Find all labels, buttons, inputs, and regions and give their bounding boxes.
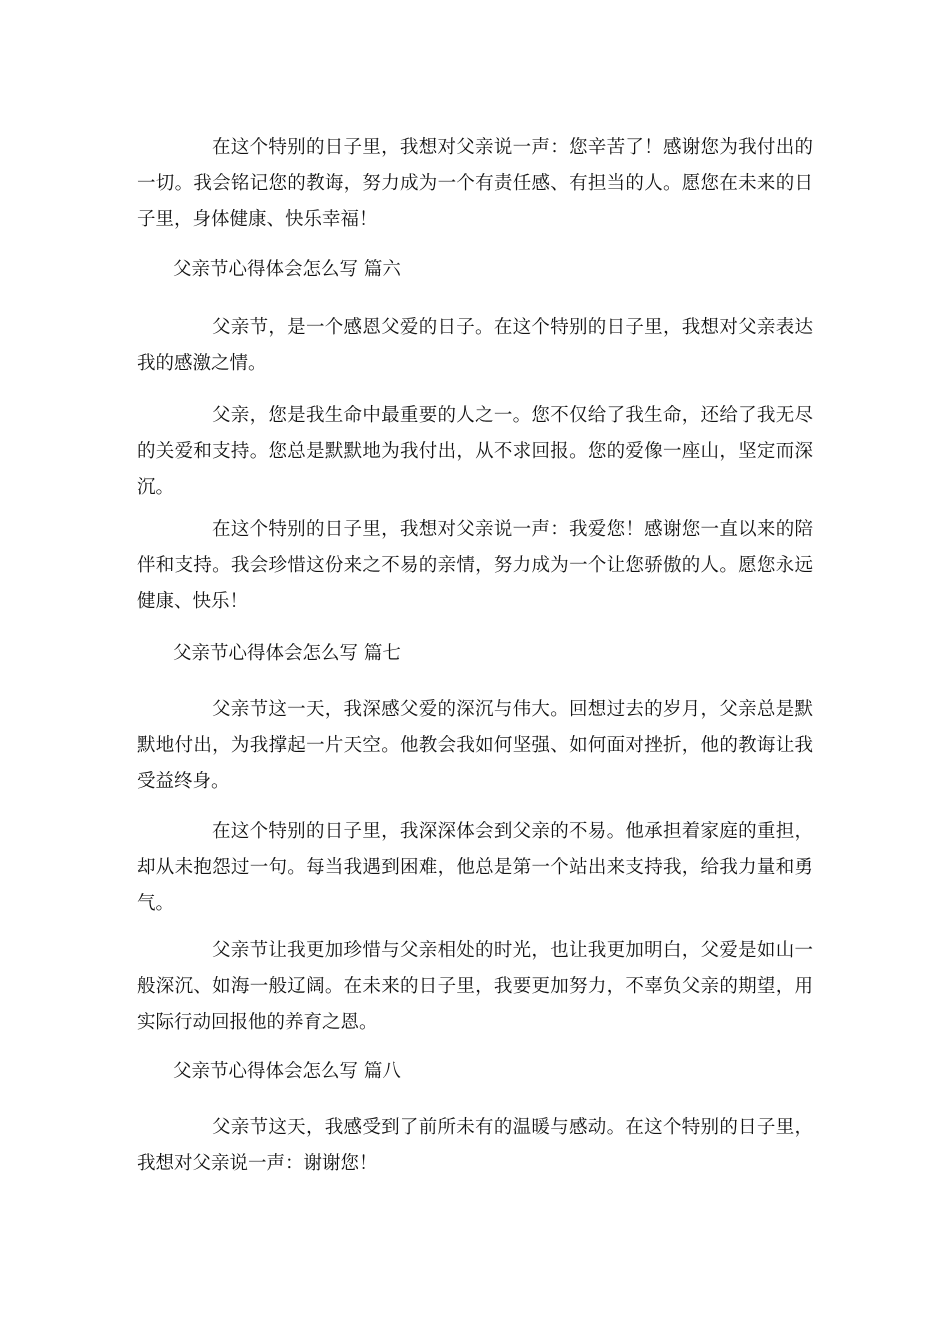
paragraph: 父亲节这天，我感受到了前所未有的温暖与感动。在这个特别的日子里，我想对父亲说一声：谢谢您！ bbox=[137, 1117, 813, 1174]
paragraph: 父亲节让我更加珍惜与父亲相处的时光，也让我更加明白，父爱是如山一般深沉、如海一般辽阔。在未来的日子里，我要更加努力，不辜负父亲的期望，用实际行动回报他的养育之恩。 bbox=[137, 940, 813, 1033]
section-heading: 父亲节心得体会怎么写 篇六 bbox=[173, 259, 401, 280]
paragraph: 父亲节，是一个感恩父爱的日子。在这个特别的日子里，我想对父亲表达我的感激之情。 bbox=[137, 317, 813, 374]
section-heading: 父亲节心得体会怎么写 篇八 bbox=[173, 1061, 401, 1082]
paragraph: 父亲，您是我生命中最重要的人之一。您不仅给了我生命，还给了我无尽的关爱和支持。您总是默默地为我付出，从不求回报。您的爱像一座山，坚定而深沉。 bbox=[137, 405, 813, 498]
paragraph: 在这个特别的日子里，我深深体会到父亲的不易。他承担着家庭的重担，却从未抱怨过一句。每当我遇到困难，他总是第一个站出来支持我，给我力量和勇气。 bbox=[137, 821, 813, 914]
paragraph: 父亲节这一天，我深感父爱的深沉与伟大。回想过去的岁月，父亲总是默默地付出，为我撑起一片天空。他教会我如何坚强、如何面对挫折，他的教诲让我受益终身。 bbox=[137, 699, 813, 792]
section-heading: 父亲节心得体会怎么写 篇七 bbox=[173, 643, 401, 664]
paragraph: 在这个特别的日子里，我想对父亲说一声：您辛苦了！感谢您为我付出的一切。我会铭记您的教诲，努力成为一个有责任感、有担当的人。愿您在未来的日子里，身体健康、快乐幸福！ bbox=[137, 137, 813, 230]
paragraph: 在这个特别的日子里，我想对父亲说一声：我爱您！感谢您一直以来的陪伴和支持。我会珍惜这份来之不易的亲情，努力成为一个让您骄傲的人。愿您永远健康、快乐！ bbox=[137, 519, 813, 612]
